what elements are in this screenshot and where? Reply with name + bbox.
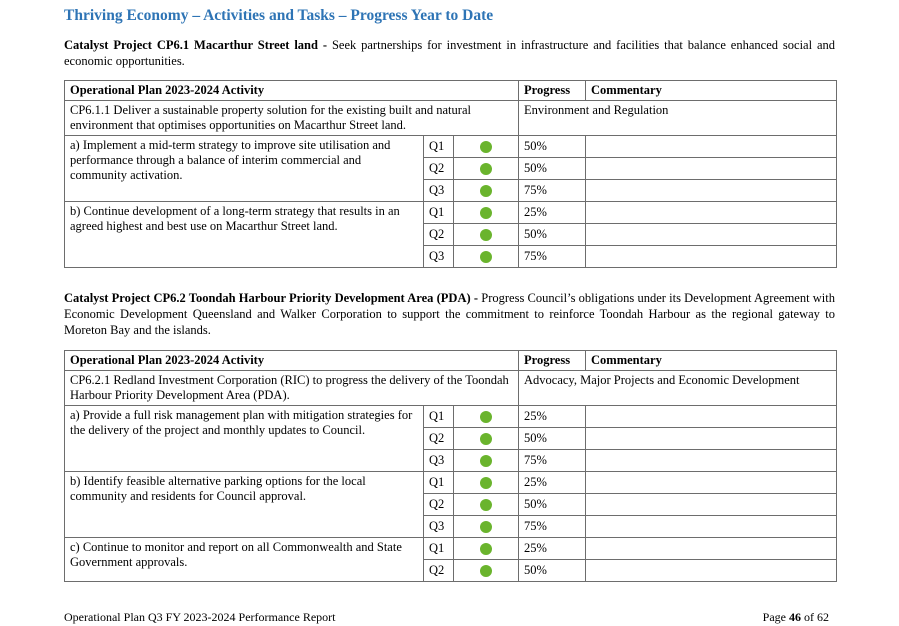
commentary-cell [586, 450, 837, 472]
status-cell [454, 450, 519, 472]
status-cell [454, 538, 519, 560]
status-green-icon [480, 565, 492, 577]
column-header-activity: Operational Plan 2023-2024 Activity [65, 351, 519, 371]
quarter-label: Q1 [424, 538, 454, 560]
commentary-cell [586, 136, 837, 158]
task-description: CP6.1.1 Deliver a sustainable property solution for the existing built and natural environment that optimises opportunities on Macarthur Street land. [65, 101, 519, 136]
table-row [65, 472, 837, 494]
progress-value: 50% [519, 136, 586, 158]
status-green-icon [480, 455, 492, 467]
activity-description: c) Continue to monitor and report on all Commonwealth and State Government approvals. [65, 538, 424, 582]
status-green-icon [480, 433, 492, 445]
project-heading: Catalyst Project CP6.1 Macarthur Street land - [64, 38, 328, 52]
status-green-icon [480, 207, 492, 219]
progress-value: 50% [519, 428, 586, 450]
status-green-icon [480, 521, 492, 533]
table-header-row [65, 81, 837, 101]
status-cell [454, 560, 519, 582]
project-description: Seek partnerships for investment in infrastructure and facilities that balance enhanced social and economic opportunities. [64, 38, 836, 68]
progress-value: 50% [519, 224, 586, 246]
status-green-icon [480, 163, 492, 175]
status-green-icon [480, 543, 492, 555]
status-green-icon [480, 499, 492, 511]
quarter-label: Q3 [424, 450, 454, 472]
quarter-label: Q2 [424, 224, 454, 246]
task-responsible-area: Advocacy, Major Projects and Economic Development [519, 371, 837, 406]
status-green-icon [480, 251, 492, 263]
task-description: CP6.2.1 Redland Investment Corporation (RIC) to progress the delivery of the Toondah Harbour Priority Development Area (PDA). [65, 371, 519, 406]
commentary-cell [586, 246, 837, 268]
project-heading: Catalyst Project CP6.2 Toondah Harbour Priority Development Area (PDA) - [64, 291, 479, 305]
commentary-cell [586, 472, 837, 494]
table-header-row [65, 351, 837, 371]
progress-value: 25% [519, 202, 586, 224]
status-cell [454, 246, 519, 268]
table-row [65, 136, 837, 158]
activity-description: b) Continue development of a long-term strategy that results in an agreed highest and best use on Macarthur Street land. [65, 202, 424, 268]
activity-description: a) Implement a mid-term strategy to improve site utilisation and performance through a balance of interim commercial and community activation. [65, 136, 424, 202]
page-title: Thriving Economy – Activities and Tasks – Progress Year to Date [64, 7, 494, 24]
quarter-label: Q3 [424, 516, 454, 538]
quarter-label: Q2 [424, 560, 454, 582]
project-description: Progress Council’s obligations under its Development Agreement with Economic Development Queensland and Walker Corporation to support the commitment to reinforce Toondah Harbour as the regional gateway to Moreton Bay and the islands. [64, 291, 836, 337]
table-row [65, 538, 837, 560]
page-total: of 62 [804, 610, 829, 624]
quarter-label: Q2 [424, 428, 454, 450]
progress-value: 50% [519, 158, 586, 180]
page-current: 46 [789, 610, 801, 624]
commentary-cell [586, 428, 837, 450]
commentary-cell [586, 180, 837, 202]
activity-table-cp6-1 [64, 80, 837, 268]
commentary-cell [586, 560, 837, 582]
commentary-cell [586, 406, 837, 428]
activity-description: b) Identify feasible alternative parking options for the local community and residents for Council approval. [65, 472, 424, 538]
commentary-cell [586, 158, 837, 180]
progress-value: 50% [519, 560, 586, 582]
column-header-activity: Operational Plan 2023-2024 Activity [65, 81, 519, 101]
status-green-icon [480, 141, 492, 153]
quarter-label: Q1 [424, 202, 454, 224]
column-header-commentary: Commentary [586, 351, 837, 371]
quarter-label: Q2 [424, 158, 454, 180]
commentary-cell [586, 516, 837, 538]
table-row [65, 202, 837, 224]
status-cell [454, 406, 519, 428]
progress-value: 75% [519, 180, 586, 202]
status-green-icon [480, 477, 492, 489]
progress-value: 25% [519, 538, 586, 560]
status-cell [454, 202, 519, 224]
activity-description: a) Provide a full risk management plan with mitigation strategies for the delivery of the project and monthly updates to Council. [65, 406, 424, 472]
status-cell [454, 428, 519, 450]
commentary-cell [586, 494, 837, 516]
status-green-icon [480, 185, 492, 197]
project-intro-cp6-1 [64, 37, 835, 69]
task-responsible-area: Environment and Regulation [519, 101, 837, 136]
table-row [65, 406, 837, 428]
quarter-label: Q2 [424, 494, 454, 516]
activity-table-cp6-2 [64, 350, 837, 582]
project-intro-cp6-2 [64, 290, 835, 338]
status-cell [454, 158, 519, 180]
quarter-label: Q3 [424, 180, 454, 202]
status-cell [454, 516, 519, 538]
status-cell [454, 180, 519, 202]
commentary-cell [586, 224, 837, 246]
quarter-label: Q1 [424, 406, 454, 428]
status-cell [454, 136, 519, 158]
status-green-icon [480, 229, 492, 241]
status-cell [454, 472, 519, 494]
progress-value: 50% [519, 494, 586, 516]
page-prefix: Page [762, 610, 786, 624]
commentary-cell [586, 538, 837, 560]
progress-value: 75% [519, 516, 586, 538]
status-cell [454, 494, 519, 516]
progress-value: 75% [519, 450, 586, 472]
column-header-progress: Progress [519, 81, 586, 101]
footer-report-name: Operational Plan Q3 FY 2023-2024 Performance Report [64, 610, 336, 624]
task-row [65, 371, 837, 406]
quarter-label: Q1 [424, 472, 454, 494]
quarter-label: Q3 [424, 246, 454, 268]
quarter-label: Q1 [424, 136, 454, 158]
progress-value: 25% [519, 406, 586, 428]
task-row [65, 101, 837, 136]
progress-value: 75% [519, 246, 586, 268]
commentary-cell [586, 202, 837, 224]
progress-value: 25% [519, 472, 586, 494]
column-header-progress: Progress [519, 351, 586, 371]
status-cell [454, 224, 519, 246]
column-header-commentary: Commentary [586, 81, 837, 101]
footer-page-number [763, 610, 829, 625]
status-green-icon [480, 411, 492, 423]
